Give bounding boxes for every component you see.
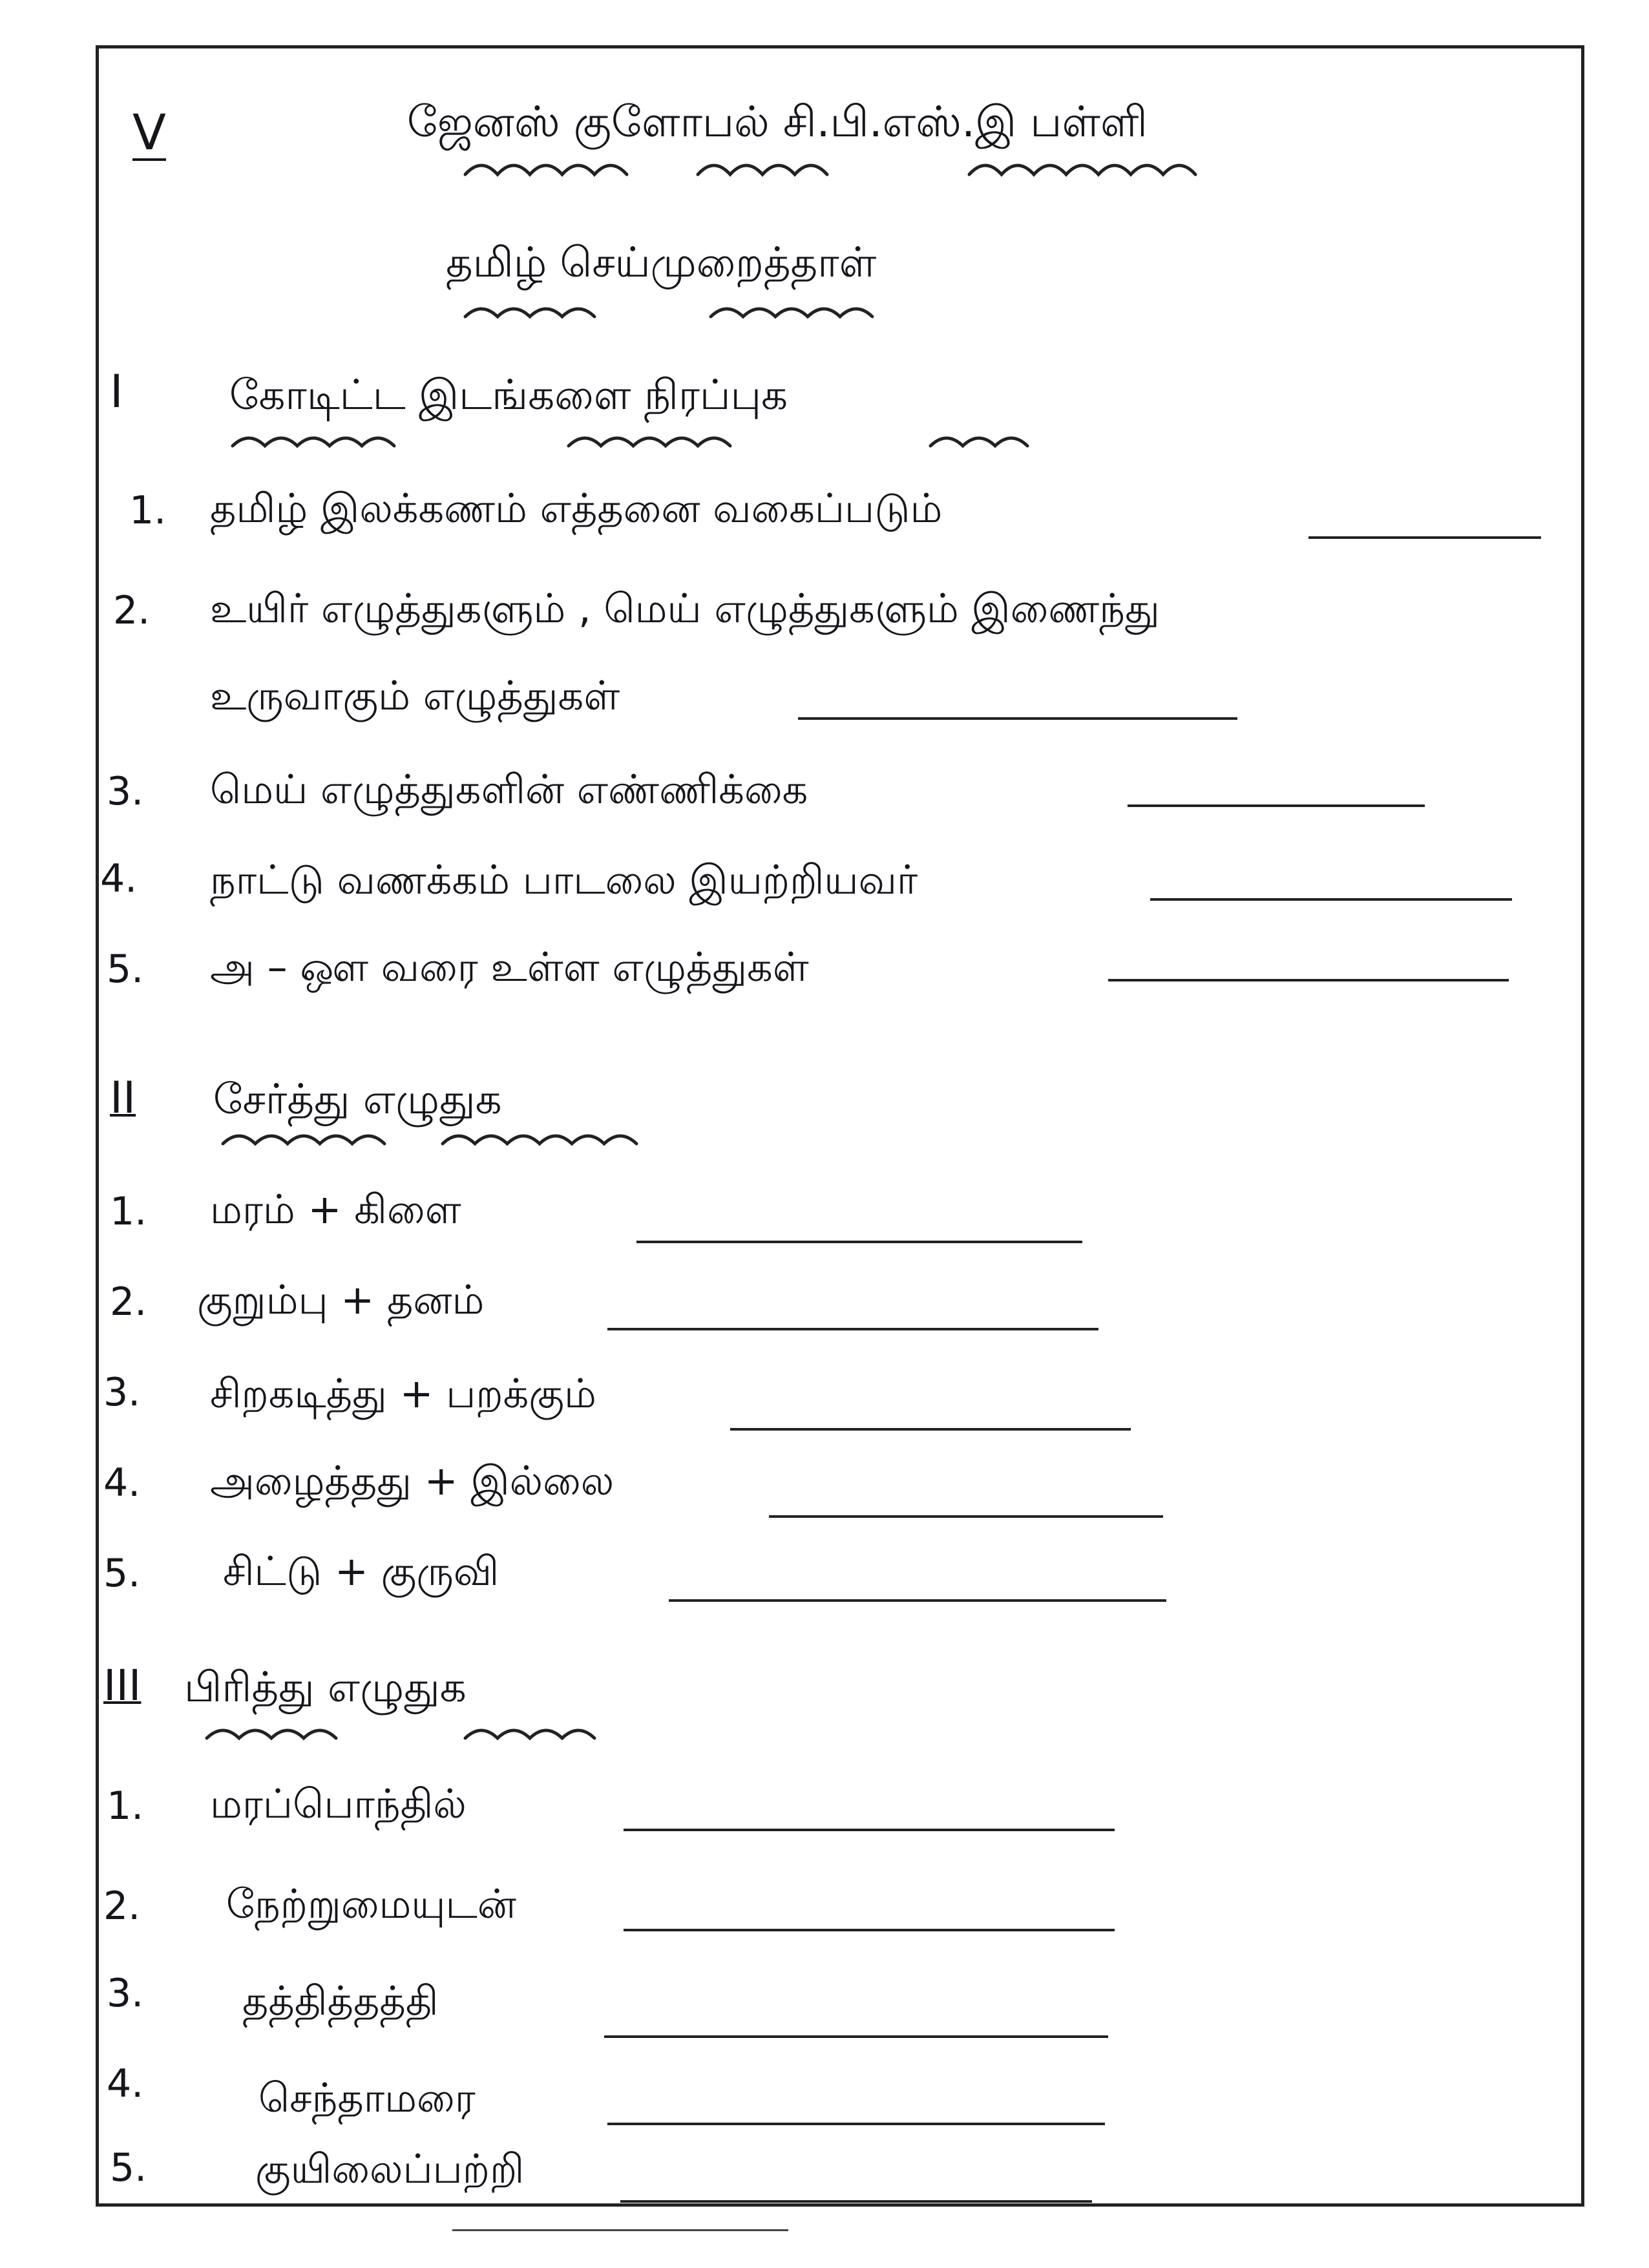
section-1-item-2-num: 2.	[113, 588, 151, 633]
section-3-item-3-blank	[604, 2035, 1108, 2038]
section-1-item-5-text: அ – ஔ வரை உள்ள எழுத்துகள்	[210, 943, 809, 991]
section-3-item-5-blank	[620, 2200, 1092, 2203]
section-2-item-3-blank	[730, 1428, 1131, 1431]
section-2-title: சேர்த்து எழுதுக	[213, 1076, 502, 1124]
section-1-item-5-blank	[1108, 979, 1509, 982]
section-2-title-underline	[223, 1128, 727, 1160]
section-3-item-2-num: 2.	[103, 1884, 141, 1929]
section-3-item-1-blank	[624, 1829, 1115, 1831]
section-3-item-4-text: செந்தாமரை	[258, 2074, 476, 2121]
scan-bottom-line	[452, 2229, 788, 2231]
section-2-item-4-blank	[769, 1515, 1163, 1518]
section-2-item-2-text: குறும்பு + தனம்	[197, 1276, 485, 1323]
section-2-item-1-num: 1.	[110, 1189, 147, 1234]
section-3-item-5-num: 5.	[110, 2145, 147, 2190]
section-1-item-1-text: தமிழ் இலக்கணம் எத்தனை வகைப்படும்	[210, 485, 943, 532]
subject-title: தமிழ் செய்முறைத்தாள்	[446, 239, 877, 287]
section-3-item-5-text: குயிலைப்பற்றி	[255, 2145, 525, 2192]
section-2-item-5-num: 5.	[103, 1551, 141, 1596]
section-3-title-underline	[207, 1722, 607, 1754]
section-2-item-3-num: 3.	[103, 1370, 141, 1415]
grade-label: V	[132, 103, 166, 161]
section-3-item-2-blank	[624, 1929, 1115, 1931]
section-2-item-1-text: மரம் + கிளை	[210, 1186, 461, 1233]
section-1-item-4-blank	[1150, 898, 1512, 901]
section-2-item-2-num: 2.	[110, 1279, 147, 1325]
section-1-title-underline	[233, 430, 1137, 462]
section-1-item-3-blank	[1128, 804, 1425, 807]
section-2-item-4-text: அழைத்தது + இல்லை	[210, 1457, 614, 1504]
section-2-item-4-num: 4.	[103, 1460, 141, 1506]
section-1-item-1-num: 1.	[129, 488, 167, 533]
section-1-item-5-num: 5.	[107, 947, 144, 992]
section-1-item-3-num: 3.	[107, 769, 144, 814]
section-1-item-4-text: நாட்டு வணக்கம் பாடலை இயற்றியவர்	[210, 856, 918, 903]
section-3-item-4-num: 4.	[107, 2061, 144, 2106]
section-2-item-5-text: சிட்டு + குருவி	[223, 1548, 499, 1595]
section-1-item-2-text: உயிர் எழுத்துகளும் , மெய் எழுத்துகளும் இணைந்து	[210, 585, 1160, 632]
section-1-roman: I	[110, 365, 123, 418]
section-3-item-3-num: 3.	[107, 1971, 144, 2016]
section-1-item-4-num: 4.	[100, 856, 138, 901]
section-3-title: பிரித்து எழுதுக	[184, 1664, 467, 1712]
section-1-title: கோடிட்ட இடங்களை நிரப்புக	[229, 372, 788, 419]
section-3-item-1-text: மரப்பொந்தில்	[210, 1780, 467, 1827]
school-name: ஜேனஸ் குளோபல் சி.பி.எஸ்.இ பள்ளி	[407, 97, 1148, 147]
section-1-item-2-blank	[798, 717, 1237, 720]
section-3-roman: III	[103, 1661, 142, 1710]
section-1-item-1-blank	[1308, 536, 1541, 539]
section-3-item-3-text: தத்தித்தத்தி	[242, 1977, 439, 2024]
section-3-item-2-text: நேற்றுமையுடன்	[226, 1880, 517, 1927]
subject-title-underline	[465, 300, 1047, 333]
section-2-item-5-blank	[669, 1599, 1166, 1602]
section-3-item-1-num: 1.	[107, 1783, 144, 1829]
section-2-item-3-text: சிறகடித்து + பறக்கும்	[210, 1370, 596, 1417]
section-2-roman: II	[110, 1073, 136, 1124]
school-name-underline	[465, 155, 1434, 194]
section-2-item-1-blank	[636, 1241, 1082, 1243]
section-3-item-4-blank	[607, 2123, 1105, 2125]
section-1-item-3-text: மெய் எழுத்துகளின் எண்ணிக்கை	[210, 766, 808, 813]
section-2-item-2-blank	[607, 1328, 1098, 1330]
section-1-item-2-text-line2: உருவாகும் எழுத்துகள்	[210, 672, 620, 719]
